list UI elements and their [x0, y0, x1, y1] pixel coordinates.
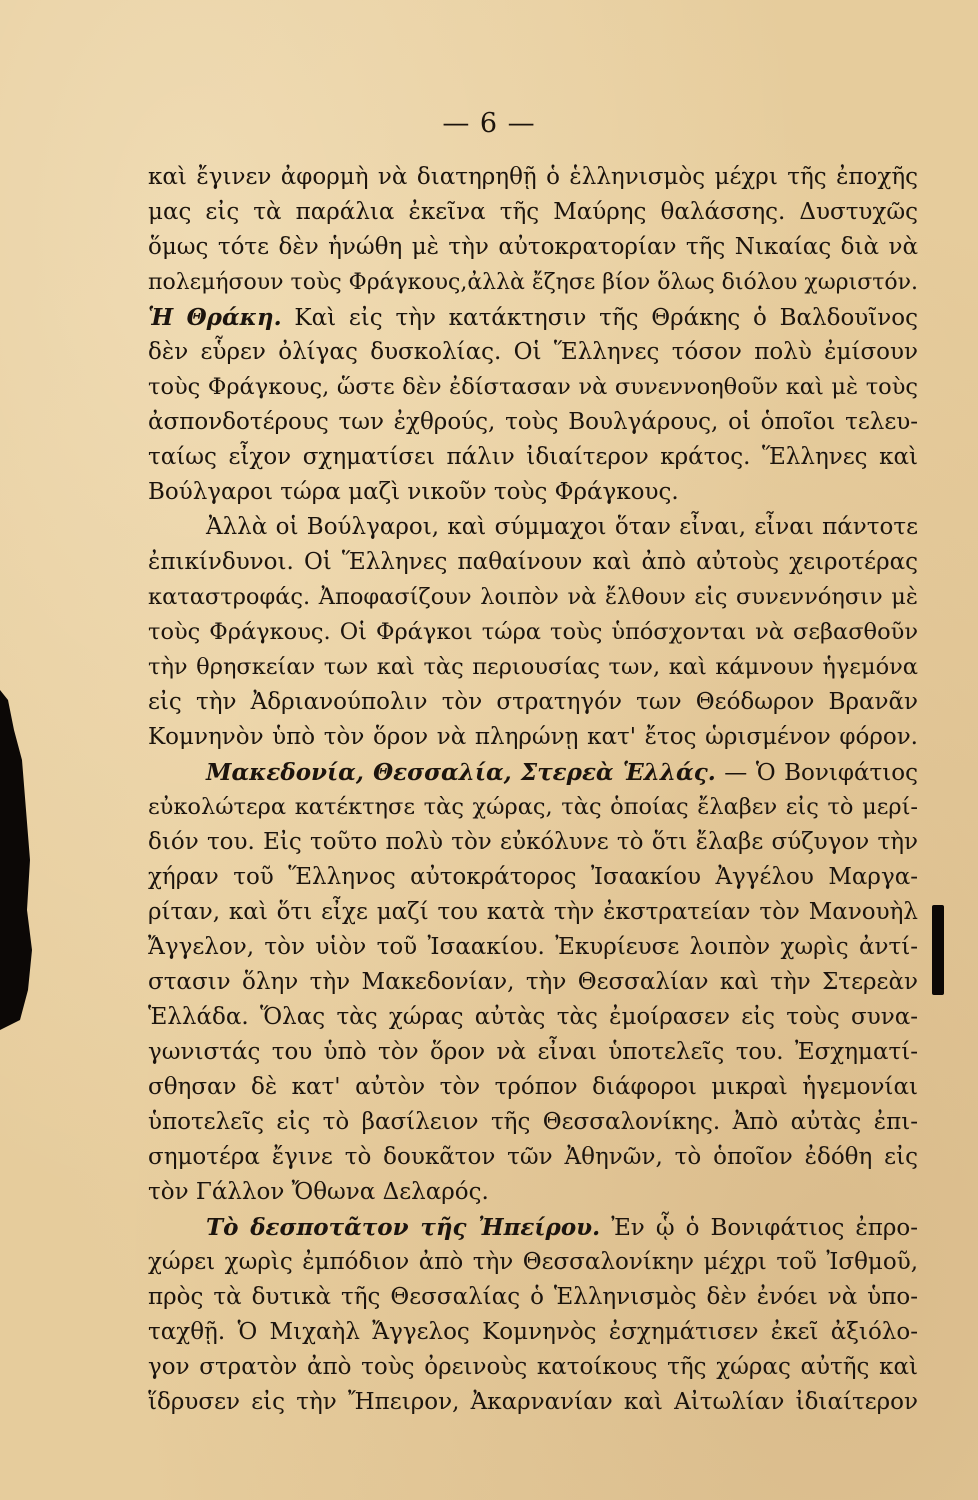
- text-line-content: Ἐν ᾧ ὁ Βονιφάτιος ἐπρο-: [611, 1215, 919, 1241]
- text-line-macedonia: [148, 755, 918, 790]
- section-heading-thrace: Ἡ Θράκη.: [148, 304, 282, 331]
- text-line: ρίταν, καὶ ὅτι εἶχε μαζί του κατὰ τὴν ἐκστρατείαν τὸν Μανουὴλ: [148, 899, 918, 925]
- text-line: γον στρατὸν ἀπὸ τοὺς ὀρεινοὺς κατοίκους τῆς χώρας αὐτῆς καὶ: [148, 1354, 918, 1380]
- text-line: εἰς τὴν Ἀδριανούπολιν τὸν στρατηγόν των Θεόδωρον Βρανᾶν: [148, 689, 918, 715]
- text-line: χώρει χωρὶς ἐμπόδιον ἀπὸ τὴν Θεσσαλονίκην μέχρι τοῦ Ἰσθμοῦ,: [148, 1249, 918, 1275]
- text-line: Ἄγγελον, τὸν υἱὸν τοῦ Ἰσαακίου. Ἐκυρίευσε λοιπὸν χωρὶς ἀντί-: [148, 934, 918, 960]
- text-line: Κομνηνὸν ὑπὸ τὸν ὅρον νὰ πληρώνῃ κατ' ἔτος ὡρισμένον φόρον.: [148, 724, 918, 750]
- text-line: ἐπικίνδυνοι. Οἱ Ἕλληνες παθαίνουν καὶ ἀπὸ αὐτοὺς χειροτέρας: [148, 549, 918, 575]
- text-line: τὸν Γάλλον Ὄθωνα Δελαρός.: [148, 1179, 489, 1205]
- text-line: ἵδρυσεν εἰς τὴν Ἤπειρον, Ἀκαρνανίαν καὶ Αἰτωλίαν ἰδιαίτερον: [148, 1389, 918, 1415]
- text-line: εὐκολώτερα κατέκτησε τὰς χώρας, τὰς ὁποίας ἔλαβεν εἰς τὸ μερί-: [148, 794, 918, 820]
- text-line: μας εἰς τὰ παράλια ἐκεῖνα τῆς Μαύρης θαλάσσης. Δυστυχῶς: [148, 199, 918, 225]
- page-number: — 6 —: [442, 108, 536, 139]
- text-line-thrace: [148, 300, 918, 335]
- text-line: διόν του. Εἰς τοῦτο πολὺ τὸν εὐκόλυνε τὸ ὅτι ἔλαβε σύζυγον τὴν: [148, 829, 918, 855]
- section-heading-epirus: Τὸ δεσποτᾶτον τῆς Ἠπείρου.: [206, 1214, 601, 1241]
- text-line: στασιν ὅλην τὴν Μακεδονίαν, τὴν Θεσσαλίαν καὶ τὴν Στερεὰν: [148, 969, 918, 995]
- text-line: Ἑλλάδα. Ὅλας τὰς χώρας αὐτὰς τὰς ἐμοίρασεν εἰς τοὺς συνα-: [148, 1004, 918, 1030]
- text-line: πρὸς τὰ δυτικὰ τῆς Θεσσαλίας ὁ Ἑλληνισμὸς δὲν ἐνόει νὰ ὑπο-: [148, 1284, 918, 1310]
- text-line: δὲν εὗρεν ὀλίγας δυσκολίας. Οἱ Ἕλληνες τόσον πολὺ ἐμίσουν: [148, 339, 918, 365]
- text-line-epirus: [148, 1210, 918, 1245]
- section-heading-macedonia: Μακεδονία, Θεσσαλία, Στερεὰ Ἑλλάς.: [206, 759, 716, 786]
- page-damage-mark: [932, 905, 944, 995]
- text-line: σημοτέρα ἔγινε τὸ δουκᾶτον τῶν Ἀθηνῶν, τὸ ὁποῖον ἐδόθη εἰς: [148, 1144, 918, 1170]
- text-line: τὴν θρησκείαν των καὶ τὰς περιουσίας των, καὶ κάμνουν ἡγεμόνα: [148, 654, 918, 680]
- torn-edge: [0, 690, 40, 1030]
- text-line: ὑποτελεῖς εἰς τὸ βασίλειον τῆς Θεσσαλονίκης. Ἀπὸ αὐτὰς ἐπι-: [148, 1109, 918, 1135]
- text-line: πολεμήσουν τοὺς Φράγκους,ἀλλὰ ἔζησε βίον ὅλως διόλου χωριστόν.: [148, 270, 918, 295]
- body-text: [148, 160, 918, 1420]
- text-line: ταχθῇ. Ὁ Μιχαὴλ Ἄγγελος Κομνηνὸς ἐσχημάτισεν ἐκεῖ ἀξιόλο-: [148, 1319, 918, 1345]
- text-line: καταστροφάς. Ἀποφασίζουν λοιπὸν νὰ ἔλθουν εἰς συνεννόησιν μὲ: [148, 584, 918, 610]
- text-line: σθησαν δὲ κατ' αὐτὸν τὸν τρόπον διάφοροι μικραὶ ἡγεμονίαι: [148, 1074, 918, 1100]
- text-line: ταίως εἶχον σχηματίσει πάλιν ἰδιαίτερον κράτος. Ἕλληνες καὶ: [148, 444, 918, 470]
- text-line: ἀσπονδοτέρους των ἐχθρούς, τοὺς Βουλγάρους, οἱ ὁποῖοι τελευ-: [148, 409, 918, 435]
- text-line: τοὺς Φράγκους. Οἱ Φράγκοι τώρα τοὺς ὑπόσχονται νὰ σεβασθοῦν: [148, 619, 918, 645]
- text-line-content: — Ὁ Βονιφάτιος: [724, 760, 918, 786]
- text-line: Βούλγαροι τώρα μαζὶ νικοῦν τοὺς Φράγκους.: [148, 479, 679, 505]
- text-line: ὅμως τότε δὲν ἡνώθη μὲ τὴν αὐτοκρατορίαν τῆς Νικαίας διὰ νὰ: [148, 234, 918, 260]
- text-line: γωνιστάς του ὑπὸ τὸν ὅρον νὰ εἶναι ὑποτελεῖς του. Ἐσχηματί-: [148, 1039, 918, 1065]
- text-line: χήραν τοῦ Ἕλληνος αὐτοκράτορος Ἰσαακίου Ἀγγέλου Μαργα-: [148, 864, 918, 890]
- text-line: Ἀλλὰ οἱ Βούλγαροι, καὶ σύμμαχοι ὅταν εἶναι, εἶναι πάντοτε: [206, 514, 918, 540]
- text-line: τοὺς Φράγκους, ὥστε δὲν ἐδίστασαν νὰ συνεννοηθοῦν καὶ μὲ τοὺς: [148, 374, 918, 400]
- text-line-content: Καὶ εἰς τὴν κατάκτησιν τῆς Θράκης ὁ Βαλδουῖνος: [294, 305, 919, 331]
- text-line: καὶ ἔγινεν ἀφορμὴ νὰ διατηρηθῇ ὁ ἑλληνισμὸς μέχρι τῆς ἐποχῆς: [148, 164, 918, 190]
